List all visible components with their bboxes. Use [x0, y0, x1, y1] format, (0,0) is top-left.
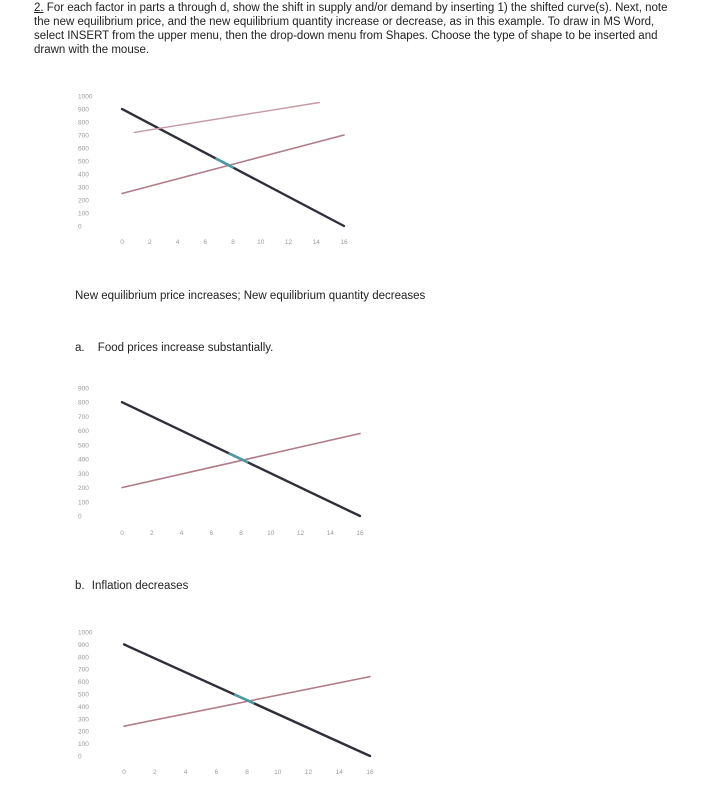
- shifted-supply-curve: [134, 103, 319, 133]
- y-tick-label: 600: [78, 145, 89, 153]
- y-tick-label: 500: [78, 158, 89, 166]
- x-tick-label: 4: [183, 769, 188, 776]
- x-tick-label: 6: [214, 769, 219, 776]
- part-a-text: Food prices increase substantially.: [97, 342, 274, 354]
- x-tick-label: 16: [366, 769, 374, 776]
- x-tick-label: 12: [284, 239, 293, 246]
- y-tick-label: 600: [78, 428, 89, 436]
- y-tick-label: 100: [78, 741, 89, 749]
- x-tick-label: 14: [326, 530, 334, 537]
- y-tick-label: 200: [78, 485, 89, 493]
- y-tick-label: 200: [78, 197, 89, 205]
- y-tick-label: 900: [78, 106, 89, 114]
- y-tick-label: 0: [78, 223, 82, 231]
- y-tick-label: 500: [78, 442, 89, 450]
- x-tick-label: 10: [257, 239, 265, 246]
- y-tick-label: 900: [78, 385, 89, 393]
- y-tick-label: 800: [78, 399, 89, 407]
- x-tick-label: 12: [304, 769, 313, 776]
- y-tick-label: 700: [78, 413, 89, 421]
- x-tick-label: 16: [356, 530, 364, 537]
- supply-curve: [122, 135, 344, 194]
- y-tick-label: 700: [78, 666, 89, 674]
- part-b-label: b.: [75, 580, 85, 592]
- x-tick-label: 4: [175, 239, 180, 246]
- question-number: 2.: [34, 2, 44, 14]
- y-tick-label: 0: [78, 753, 82, 761]
- example-chart-svg: [64, 84, 354, 254]
- y-tick-label: 600: [78, 679, 89, 687]
- x-tick-label: 0: [122, 769, 126, 776]
- x-tick-label: 4: [179, 530, 184, 537]
- x-tick-label: 0: [120, 530, 124, 537]
- x-tick-label: 2: [149, 530, 154, 537]
- y-tick-label: 300: [78, 470, 89, 478]
- x-tick-label: 14: [335, 769, 343, 776]
- x-tick-label: 16: [340, 239, 348, 246]
- x-tick-label: 2: [147, 239, 152, 246]
- y-tick-label: 800: [78, 654, 89, 662]
- y-tick-label: 900: [78, 641, 89, 649]
- part-a-chart: [64, 376, 374, 541]
- instructions-text: For each factor in parts a through d, show the shift in supply and/or demand by inserting 1) the shifted curve(s). Next, note the new equilibrium price, and the new equilibrium quantity increase or decrease, as in this example. To draw in MS Word, select INSERT from the upper menu, then the drop-down menu from Shapes. Choose the type of shape to be inserted and drawn with the mouse.: [34, 2, 668, 56]
- part-a-chart-svg: [64, 376, 374, 541]
- x-tick-label: 0: [120, 239, 124, 246]
- x-tick-label: 8: [239, 530, 243, 537]
- y-tick-label: 400: [78, 456, 89, 464]
- y-tick-label: 1000: [78, 93, 93, 101]
- y-tick-label: 400: [78, 703, 89, 711]
- y-tick-label: 200: [78, 728, 89, 736]
- example-note: New equilibrium price increases; New equilibrium quantity decreases: [75, 290, 426, 302]
- x-tick-label: 10: [267, 530, 275, 537]
- x-tick-label: 10: [274, 769, 282, 776]
- x-tick-label: 8: [231, 239, 235, 246]
- y-tick-label: 700: [78, 132, 89, 140]
- y-tick-label: 800: [78, 119, 89, 127]
- part-a-heading: [75, 342, 273, 354]
- y-tick-label: 0: [78, 513, 82, 521]
- part-b-chart-svg: [64, 622, 384, 782]
- y-tick-label: 100: [78, 499, 89, 507]
- y-tick-label: 100: [78, 210, 89, 218]
- example-chart: [64, 84, 354, 254]
- x-tick-label: 2: [152, 769, 157, 776]
- x-tick-label: 8: [245, 769, 249, 776]
- y-tick-label: 300: [78, 716, 89, 724]
- y-tick-label: 1000: [78, 629, 93, 637]
- part-a-label: a.: [75, 342, 85, 354]
- y-tick-label: 400: [78, 171, 89, 179]
- part-b-heading: [75, 580, 188, 592]
- x-tick-label: 6: [203, 239, 208, 246]
- y-tick-label: 500: [78, 691, 89, 699]
- y-tick-label: 300: [78, 184, 89, 192]
- part-b-text: Inflation decreases: [91, 580, 189, 592]
- x-tick-label: 6: [209, 530, 214, 537]
- part-b-chart: [64, 622, 384, 782]
- x-tick-label: 12: [296, 530, 305, 537]
- instructions-paragraph: [34, 1, 674, 57]
- x-tick-label: 14: [312, 239, 320, 246]
